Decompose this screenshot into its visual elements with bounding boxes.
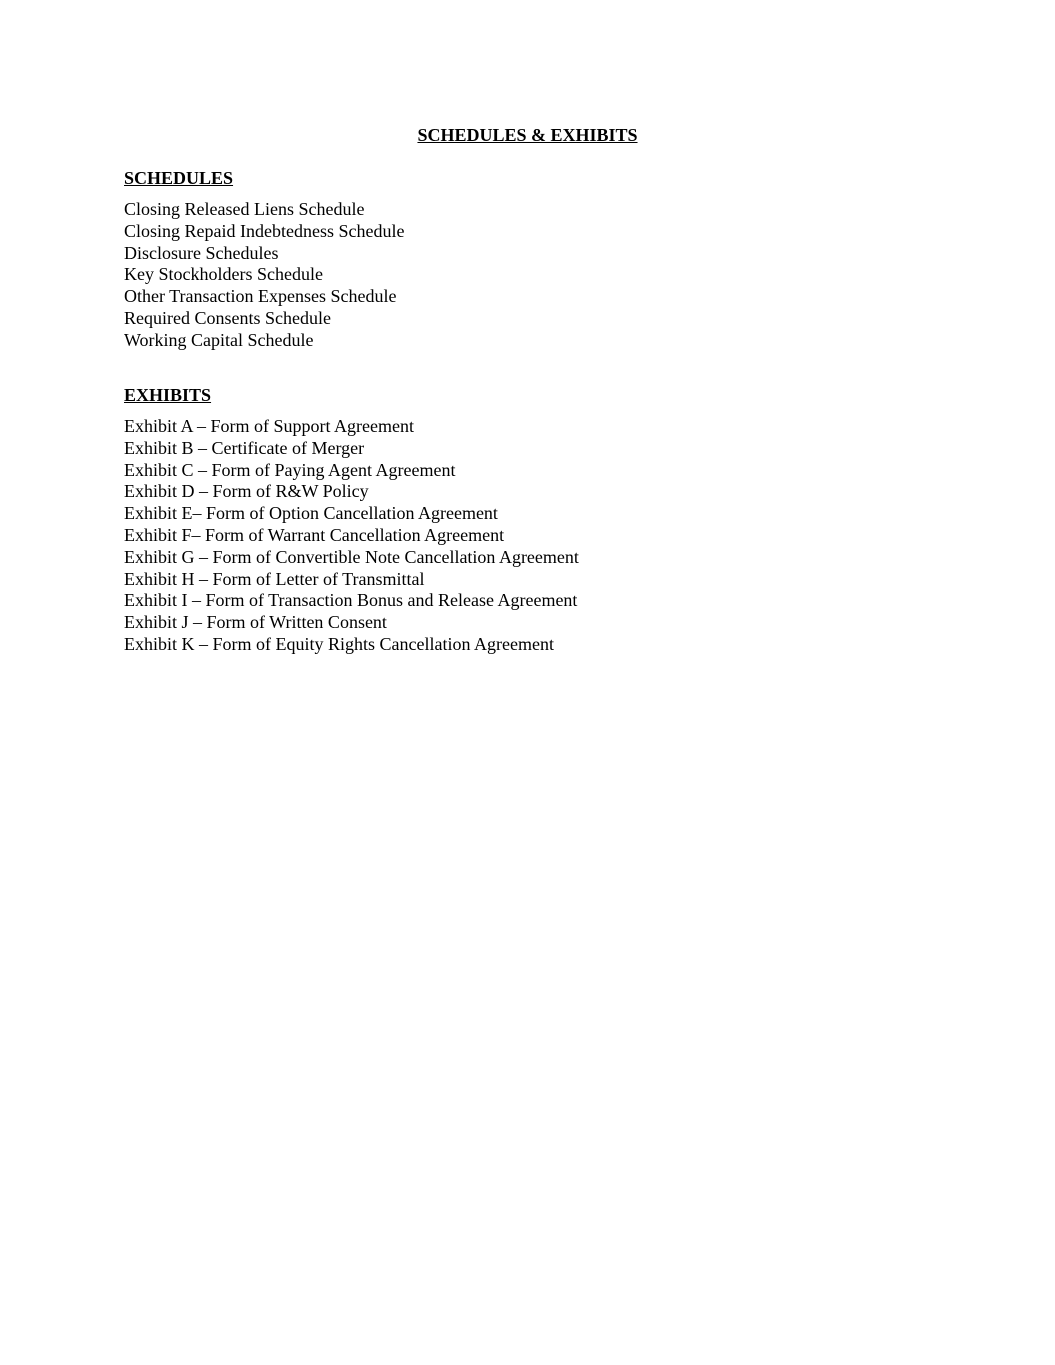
schedule-item: Closing Repaid Indebtedness Schedule (124, 220, 405, 241)
schedules-heading: SCHEDULES (124, 168, 234, 188)
exhibit-item: Exhibit K – Form of Equity Rights Cancellation Agreement (124, 633, 554, 654)
schedule-item: Working Capital Schedule (124, 329, 314, 350)
exhibits-heading: EXHIBITS (124, 385, 212, 405)
schedule-item: Required Consents Schedule (124, 307, 331, 328)
schedule-item: Disclosure Schedules (124, 242, 279, 263)
exhibit-item: Exhibit A – Form of Support Agreement (124, 416, 414, 436)
exhibit-item: Exhibit D – Form of R&W Policy (124, 481, 369, 502)
exhibit-item: Exhibit G – Form of Convertible Note Cancellation Agreement (124, 546, 579, 567)
exhibit-item: Exhibit I – Form of Transaction Bonus and Release Agreement (124, 590, 578, 611)
schedule-item: Closing Released Liens Schedule (124, 199, 365, 219)
exhibit-item: Exhibit H – Form of Letter of Transmittal (124, 568, 425, 589)
exhibit-item: Exhibit B – Certificate of Merger (124, 437, 365, 458)
schedules-list (124, 199, 404, 352)
exhibit-item: Exhibit C – Form of Paying Agent Agreement (124, 459, 456, 480)
schedule-item: Key Stockholders Schedule (124, 264, 323, 285)
exhibits-list (124, 416, 579, 656)
exhibit-item: Exhibit E– Form of Option Cancellation Agreement (124, 503, 498, 524)
exhibit-item: Exhibit J – Form of Written Consent (124, 612, 387, 633)
page-title: SCHEDULES & EXHIBITS (417, 125, 638, 145)
exhibit-item: Exhibit F– Form of Warrant Cancellation Agreement (124, 524, 505, 545)
schedule-item: Other Transaction Expenses Schedule (124, 286, 397, 307)
